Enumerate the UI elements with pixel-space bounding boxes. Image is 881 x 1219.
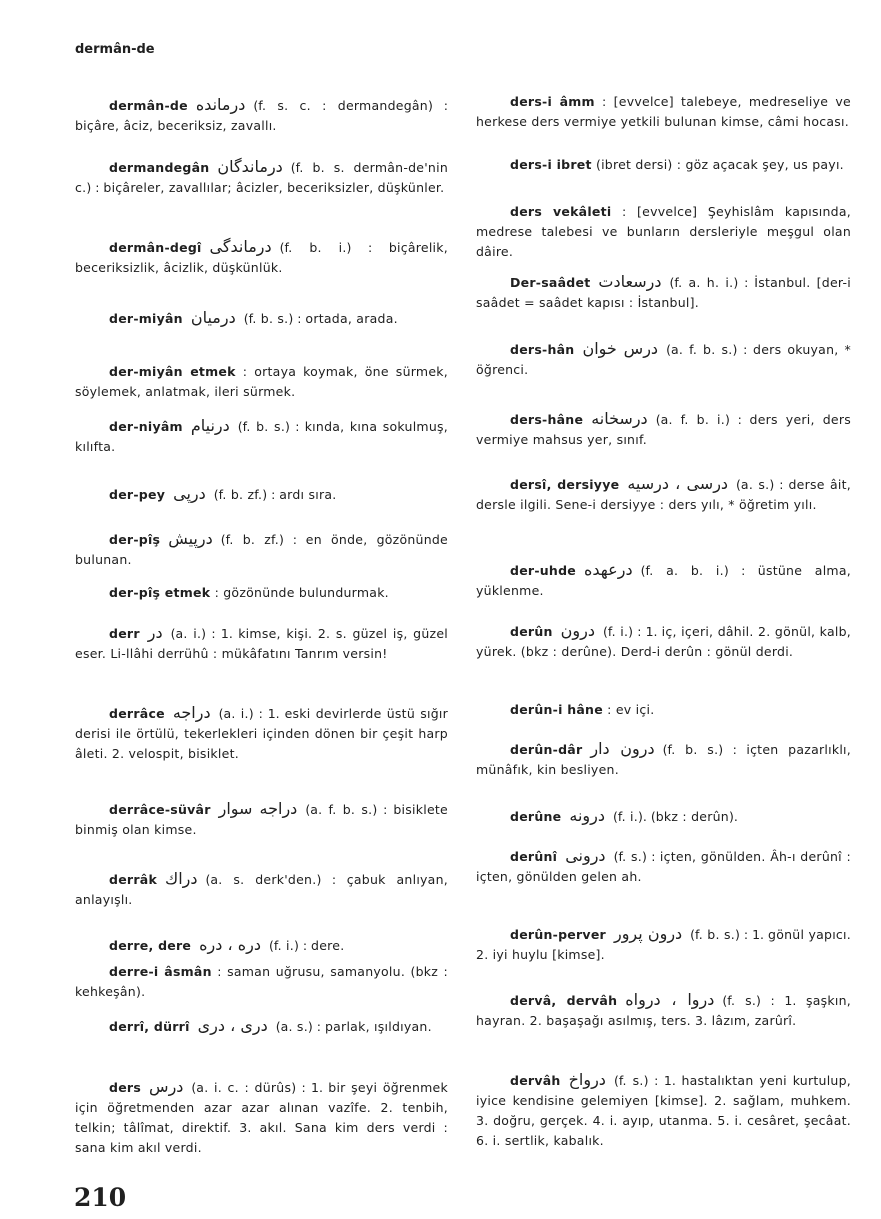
dictionary-entry: [476, 272, 851, 313]
entry-headword: derûne: [510, 809, 562, 824]
entry-arabic-script: درماندگان: [217, 157, 283, 176]
entry-arabic-script: درمانده: [195, 95, 246, 114]
dictionary-entry: [476, 409, 851, 450]
dictionary-entry: [476, 202, 851, 262]
entry-arabic-script: درپی: [173, 484, 206, 503]
entry-definition: (a. f. b. i.) : ders yeri, ders vermiye mahsus yer, sınıf.: [476, 412, 851, 447]
entry-arabic-script: درماندگی: [209, 237, 272, 256]
dictionary-entry: [476, 846, 851, 887]
dictionary-entry: [75, 362, 448, 402]
entry-headword: ders-hâne: [510, 412, 584, 427]
entry-arabic-script: دری ، دری: [197, 1016, 268, 1035]
dictionary-entry: [75, 583, 448, 603]
entry-definition: (f. i.) : 1. iç, içeri, dâhil. 2. gönül, kalb, yürek. (bkz : derûne). Derd-i derûn : gönül derdi.: [476, 624, 851, 659]
dictionary-entry: [75, 308, 448, 329]
entry-definition: (f. b. s.) : içten pazarlıklı, münâfık, kin besliyen.: [476, 742, 851, 777]
dictionary-entry: [75, 95, 448, 136]
entry-headword: ders: [109, 1080, 142, 1095]
entry-definition: (f. b. zf.) : ardı sıra.: [213, 487, 337, 502]
dictionary-entry: [75, 529, 448, 570]
entry-definition: : ortaya koymak, öne sürmek, söylemek, anlatmak, ileri sürmek.: [75, 364, 448, 399]
dictionary-entry: [476, 739, 851, 780]
entry-arabic-script: درسعادت: [598, 272, 662, 291]
entry-headword: ders-hân: [510, 342, 575, 357]
entry-headword: derrî, dürrî: [109, 1019, 190, 1034]
entry-headword: der-pîş etmek: [109, 585, 211, 600]
entry-arabic-script: درسخانه: [591, 409, 648, 428]
entry-headword: derûnî: [510, 849, 558, 864]
entry-definition: (a. i.) : 1. eski devirlerde üstü sığır derisi ile örtülü, tekerlekleri içinden dönen bir çeşit harp âleti. 2. velospit, bisiklet.: [75, 706, 448, 761]
dictionary-entry: [75, 1016, 448, 1037]
entry-headword: der-niyâm: [109, 419, 183, 434]
entry-arabic-script: درونی: [565, 846, 606, 865]
entry-headword: ders-i âmm: [510, 94, 595, 109]
dictionary-entry: [75, 935, 448, 956]
entry-headword: der-pîş: [109, 532, 161, 547]
entry-headword: dermandegân: [109, 160, 210, 175]
entry-definition: : saman uğrusu, samanyolu. (bkz : kehkeşân).: [75, 964, 448, 999]
dictionary-entry: [476, 1070, 851, 1151]
entry-definition: (f. b. zf.) : en önde, gözönünde bulunan.: [75, 532, 448, 567]
entry-definition: (a. s.) : parlak, ışıldıyan.: [275, 1019, 432, 1034]
entry-headword: dermân-de: [109, 98, 188, 113]
entry-definition: (f. b. s.) : ortada, arada.: [243, 311, 398, 326]
dictionary-entry: [476, 560, 851, 601]
entry-definition: (f. a. h. i.) : İstanbul. [der-i saâdet = saâdet kapısı : İstanbul].: [476, 275, 851, 310]
dictionary-entry: [75, 157, 448, 198]
entry-headword: dersî, dersiyye: [510, 477, 620, 492]
entry-headword: dermân-degî: [109, 240, 202, 255]
page-number: 210: [74, 1183, 127, 1212]
entry-arabic-script: درواخ: [568, 1070, 606, 1089]
entry-arabic-script: درون دار: [590, 739, 655, 758]
entry-definition: (f. b. s.) : 1. gönül yapıcı. 2. iyi huylu [kimse].: [476, 927, 851, 962]
dictionary-entry: [476, 990, 851, 1031]
entry-definition: (a. i. c. : dürûs) : 1. bir şeyi öğrenmek için öğretmenden azar azar alınan vazîfe. 2. tenbih, telkin; tâlîmat, direktif. 3. akıl. Sana kim ders verdi : sana kim akıl verdi.: [75, 1080, 448, 1155]
entry-arabic-script: دراجه سوار: [218, 799, 298, 818]
entry-headword: derûn-perver: [510, 927, 606, 942]
entry-definition: (f. s.) : 1. şaşkın, hayran. 2. başaşağı asılmış, ters. 3. lâzım, zarûrî.: [476, 993, 851, 1028]
entry-headword: derr: [109, 626, 140, 641]
entry-arabic-script: درونه: [569, 806, 605, 825]
entry-headword: derûn: [510, 624, 553, 639]
entry-arabic-script: دره ، دره: [199, 935, 261, 954]
entry-definition: (a. f. b. s.) : ders okuyan, * öğrenci.: [476, 342, 851, 377]
entry-arabic-script: دراك: [165, 869, 198, 888]
entry-definition: (f. i.). (bkz : derûn).: [612, 809, 738, 824]
entry-definition: : [evvelce] Şeyhislâm kapısında, medrese talebesi ve bunların dersleriyle meşgul olan dâire.: [476, 204, 851, 259]
entry-arabic-script: در: [147, 623, 163, 642]
dictionary-entry: [75, 962, 448, 1002]
running-head: dermân-de: [75, 42, 155, 57]
entry-headword: derûn-dâr: [510, 742, 583, 757]
dictionary-entry: [75, 1077, 448, 1158]
entry-arabic-script: درمیان: [190, 308, 236, 327]
entry-definition: (f. a. b. i.) : üstüne alma, yüklenme.: [476, 563, 851, 598]
entry-arabic-script: درسی ، درسیه: [627, 474, 729, 493]
dictionary-entry: [476, 92, 851, 132]
entry-definition: (f. s.) : içten, gönülden. Âh-ı derûnî : içten, gönülden gelen ah.: [476, 849, 851, 884]
dictionary-entry: [476, 474, 851, 515]
entry-headword: der-pey: [109, 487, 166, 502]
dictionary-entry: [476, 155, 851, 175]
dictionary-entry: [75, 799, 448, 840]
entry-arabic-script: درون: [560, 621, 595, 640]
entry-arabic-script: درعهده: [584, 560, 633, 579]
entry-arabic-script: درس خوان: [582, 339, 659, 358]
entry-headword: derûn-i hâne: [510, 702, 603, 717]
dictionary-entry: [75, 703, 448, 764]
entry-definition: (f. s.) : 1. hastalıktan yeni kurtulup, iyice kendisine gelemiyen [kimse]. 2. sağlam, muhkem. 3. doğru, gerçek. 4. i. ayıp, utanma. 5. i. cesâret, şecâat. 6. i. sertlik, kabalık.: [476, 1073, 851, 1148]
entry-arabic-script: درون پرور: [613, 924, 683, 943]
entry-definition: (a. i.) : 1. kimse, kişi. 2. s. güzel iş, güzel eser. Li-llâhi derrühû : mükâfatını Tanrım versin!: [75, 626, 448, 661]
entry-headword: dervâh: [510, 1073, 561, 1088]
entry-arabic-script: درپیش: [168, 529, 213, 548]
entry-headword: ders-i ibret: [510, 157, 592, 172]
entry-arabic-script: دراجه: [172, 703, 211, 722]
dictionary-entry: [75, 237, 448, 278]
entry-definition: : ev içi.: [607, 702, 655, 717]
entry-headword: der-miyân: [109, 311, 183, 326]
entry-definition: (f. b. i.) : biçârelik, beceriksizlik, âcizlik, düşkünlük.: [75, 240, 448, 275]
dictionary-entry: [476, 339, 851, 380]
entry-headword: Der-saâdet: [510, 275, 591, 290]
entry-arabic-script: درس: [149, 1077, 184, 1096]
entry-definition: (f. b. s. dermân-de'nin c.) : biçâreler, zavallılar; âcizler, beceriksizler, düşkünler.: [75, 160, 448, 195]
entry-headword: dervâ, dervâh: [510, 993, 618, 1008]
dictionary-entry: [476, 924, 851, 965]
entry-headword: derrâce-süvâr: [109, 802, 211, 817]
entry-arabic-script: درنیام: [190, 416, 230, 435]
entry-headword: der-miyân etmek: [109, 364, 236, 379]
dictionary-entry: [75, 416, 448, 457]
entry-definition: (a. f. b. s.) : bisiklete binmiş olan kimse.: [75, 802, 448, 837]
entry-arabic-script: دروا ، درواه: [625, 990, 715, 1009]
dictionary-entry: [476, 700, 851, 720]
dictionary-entry: [75, 869, 448, 910]
entry-headword: ders vekâleti: [510, 204, 612, 219]
entry-headword: derre, dere: [109, 938, 192, 953]
entry-definition: (a. s. derk'den.) : çabuk anlıyan, anlayışlı.: [75, 872, 448, 907]
entry-headword: derrâce: [109, 706, 165, 721]
dictionary-entry: [75, 484, 448, 505]
dictionary-entry: [476, 621, 851, 662]
dictionary-entry: [75, 623, 448, 664]
dictionary-entry: [476, 806, 851, 827]
entry-definition: : [evvelce] talebeye, medreseliye ve herkese ders vermiye yetkili bulunan kimse, câmi hocası.: [476, 94, 851, 129]
entry-headword: der-uhde: [510, 563, 577, 578]
entry-headword: derrâk: [109, 872, 158, 887]
entry-definition: (f. s. c. : dermandegân) : biçâre, âciz, beceriksiz, zavallı.: [75, 98, 448, 133]
entry-definition: (ibret dersi) : göz açacak şey, us payı.: [595, 157, 844, 172]
entry-definition: (f. b. s.) : kında, kına sokulmuş, kılıfta.: [75, 419, 448, 454]
entry-definition: : gözönünde bulundurmak.: [214, 585, 389, 600]
entry-definition: (a. s.) : derse âit, dersle ilgili. Sene-i dersiyye : ders yılı, * öğretim yılı.: [476, 477, 851, 512]
entry-headword: derre-i âsmân: [109, 964, 212, 979]
entry-definition: (f. i.) : dere.: [268, 938, 345, 953]
